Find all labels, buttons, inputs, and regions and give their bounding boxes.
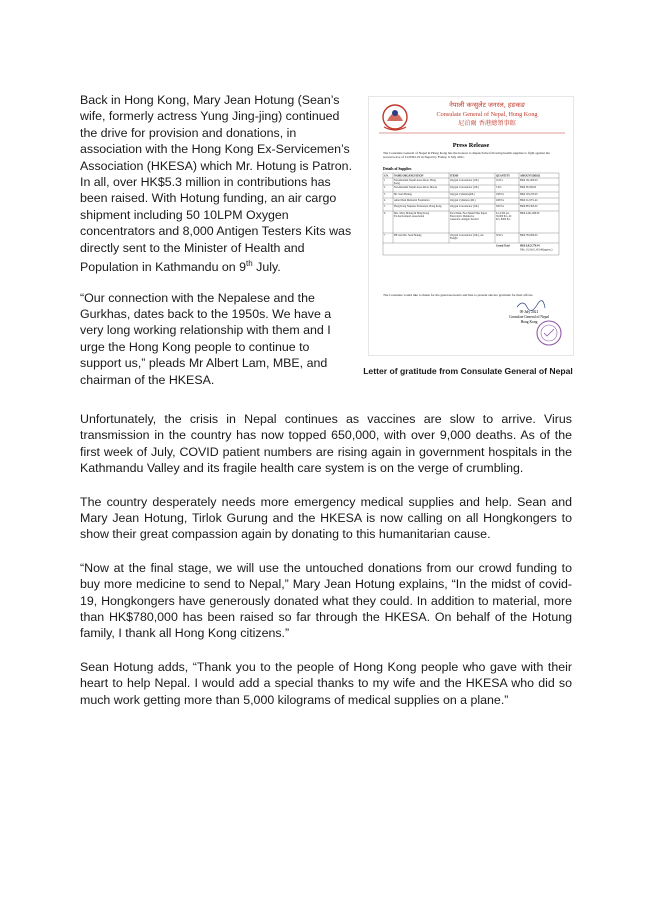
table-header-cell: QUANTITY: [496, 174, 510, 178]
paragraph-crisis-in-nepal: Unfortunately, the crisis in Nepal continues as vaccines are slow to arrive. Virus transmission in the country has now topped 650,000, with over 9,000 deaths. As of the first week of July, COVID patient numbers are rising again in government hospitals in the Kathmandu Valley and its fragile health care system is on the verge of crumbling.: [80, 412, 572, 476]
table-cell: 1: [384, 179, 386, 182]
details-label: Details of Supplies: [383, 167, 412, 171]
table-cell: 6: [384, 212, 386, 215]
table-cell: HK$ 4,291,068.00: [520, 212, 540, 215]
main-body-text: [80, 411, 572, 725]
nepal-emblem-icon: [383, 105, 407, 130]
table-cell: 2: [384, 186, 386, 189]
letter-date: 09 July 2021: [519, 310, 539, 314]
npr-total-value: NRs. 10,34,01,143.46(approx.): [520, 248, 553, 252]
table-cell: 208 Pcs: [496, 199, 505, 202]
paragraph-albert-lam-quote: “Our connection with the Nepalese and the Gurkhas, dates back to the 1950s. We have a very long working relationship with them and I urge the Hong Kong people to continue to support us,” pleads Mr Albert Lam, MBE, and chairman of the HKESA.: [80, 290, 332, 387]
table-cell: 7: [384, 234, 386, 237]
table-cell: Oxygen Cylinders(40L): [450, 193, 475, 196]
table-cell: HK$ 783,060.00: [520, 234, 538, 237]
letterhead-chinese: 尼泊爾 香港總領事館: [458, 120, 516, 127]
table-cell: HK$ 161,000.00: [520, 179, 538, 182]
grand-total-label: Grand Total: [496, 244, 510, 248]
ordinal-superscript: th: [246, 259, 253, 269]
left-column-text: [80, 92, 352, 402]
paragraph-mary-jean-quote: “Now at the final stage, we will use the untouched donations from our crowd funding to buy more medicine to send to Nepal,” Mary Jean Hotung explains, “In the midst of covid-19, Hongkongers have generously donated what they could. In addition to material, more than HK$780,000 has been raised so far through the HKESA. On behalf of the Hotung family, I thank all Hong Kong citizens.”: [80, 560, 572, 641]
table-cell: 50 Pcs: [496, 234, 503, 237]
table-cell: Kong: [394, 182, 400, 185]
table-cell: HE and Mrs. Sean Hotung: [394, 234, 422, 237]
table-cell: HK$ 39,169.00: [520, 186, 537, 189]
table-cell: HK$ 212,871.44: [520, 199, 538, 202]
table-cell: Mr. Sean Hotung: [394, 193, 412, 196]
table-cell: Ex-Servicemen's Association: [394, 215, 425, 218]
table-cell: Oxygen Concentrator (10L): [450, 186, 479, 189]
table-header-cell: NAME/ORGANIZATION: [394, 174, 424, 178]
table-cell: Pcs, 8000 Pcs: [496, 218, 511, 221]
table-cell: 5 Pcs: [496, 186, 502, 189]
press-release-title: Press Release: [452, 142, 490, 149]
table-header-cell: AMOUNT (HKD): [520, 174, 541, 178]
table-cell: 238 Pcs: [496, 193, 505, 196]
press-release-closing: The Consulate would like to thank for the generous hearts and like to present sincere gratitude for their efforts.: [383, 293, 534, 297]
table-cell: Generator, Antigen Test Kit: [450, 218, 479, 221]
table-cell: Oxygen Cylinders (40L): [450, 199, 476, 202]
table-cell: Oxygen Concentrator (10L), Air: [450, 234, 484, 237]
table-cell: 4: [384, 199, 386, 202]
supplies-table: [383, 173, 559, 255]
table-cell: HK$ 883,393.00: [520, 205, 538, 208]
letterhead-nepali: नेपाली कन्सुलेट जनरल, हङकङ: [449, 101, 525, 109]
table-cell: 30,000 Pcs, 40: [496, 215, 512, 218]
signature-line-1: Consulate General of Nepal: [508, 315, 550, 319]
paragraph-call-for-donations: The country desperately needs more emergency medical supplies and help. Sean and Mary Jean Hotung, Tirlok Gurung and the HKESA is now calling on all Hongkongers to show their great compassion again by donating to this humanitarian cause.: [80, 494, 572, 542]
table-cell: 300 Pcs: [496, 205, 505, 208]
table-cell: HK$ 103,235.00: [520, 193, 538, 196]
signature-line-2: Hong Kong: [520, 320, 538, 324]
figure-caption: Letter of gratitude from Consulate General of Nepal: [363, 366, 573, 376]
table-cell: 3: [384, 193, 386, 196]
table-cell: 6,14,350 pcs,: [496, 212, 510, 215]
table-cell: Electrolytic Disinfector: [450, 215, 475, 218]
table-cell: Hong Kong Nepalese Federation, Hong Kong: [394, 205, 442, 208]
table-cell: Non-Resident Nepali Association, Macau: [394, 186, 438, 189]
table-cell: 10 Pcs: [496, 179, 503, 182]
table-cell: 5: [384, 205, 386, 208]
table-cell: Non-Resident Nepali Association, Hong: [394, 179, 436, 182]
table-cell: Amar Dhan Memorial Foundation: [394, 199, 430, 202]
table-header-cell: S.N.: [384, 174, 389, 178]
letter-graphic: [369, 97, 573, 355]
press-release-letter-image: [368, 96, 574, 356]
consulate-stamp-icon: [537, 321, 561, 345]
table-cell: Oxygen Concentrator (10L): [450, 179, 479, 182]
table-cell: Mrs. Mary Hotung & Hong Kong: [394, 212, 430, 215]
table-cell: Oxygen Concentrator (10L): [450, 205, 479, 208]
grand-total-value: HK$ 6,023,778.44: [520, 244, 540, 248]
paragraph-sean-hotung-quote: Sean Hotung adds, “Thank you to the people of Hong Kong people who gave with their heart to help Nepal. I would add a special thanks to my wife and the HKESA who did so much work getting more than 5,000 kilograms of medical supplies on a plane.”: [80, 659, 572, 707]
table-header-cell: ITEMS: [450, 174, 459, 178]
table-cell: Freight: [450, 237, 458, 240]
paragraph-hkesa-donations: Back in Hong Kong, Mary Jean Hotung (Sean’s wife, formerly actress Yung Jing-jing) continued the drive for provision and donations, in association with the Hong Kong Ex-Servicemen’s Association (HKESA) which Mr. Hotung is Patron. In all, over HK$5.3 million in contributions has been raised. With Hotung funding, an air cargo shipment including 50 10LPM Oxygen concentrators and 8,000 Antigen Testers Kits was directly sent to the Minister of Health and Population in Kathmandu on 9th July.: [80, 93, 353, 275]
press-release-intro: The Consulate General of Nepal in Hong Kong has the honour to dispatch the following health supplies to fight against the second wave of COVID-19 in Nepal by Friday, 9 July 2021.: [383, 151, 550, 159]
letterhead-english: Consulate General of Nepal, Hong Kong: [436, 111, 538, 118]
table-cell: Face Mask, Face Mask Filter Paper,: [450, 212, 488, 215]
